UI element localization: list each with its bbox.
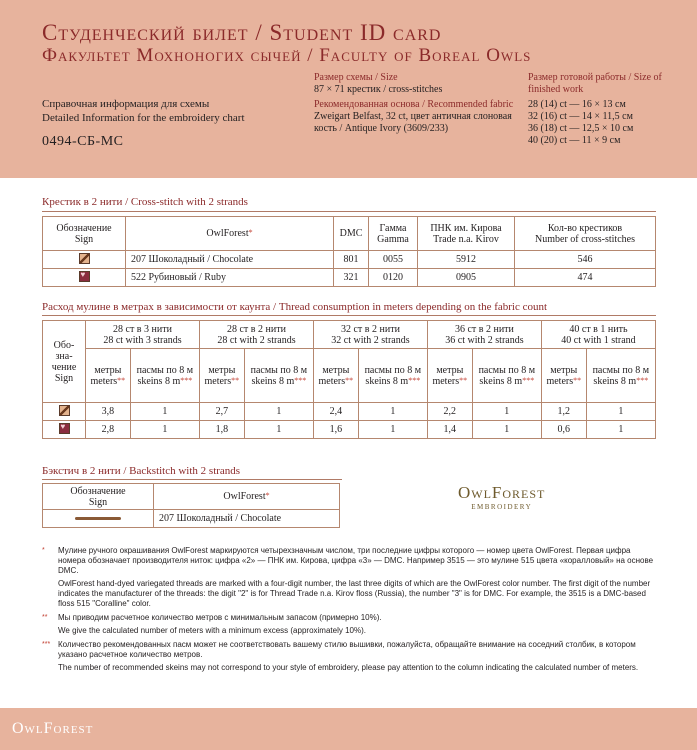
reference-en: Detailed Information for the embroidery chart <box>42 112 245 124</box>
color-name: 207 Шоколадный / Chocolate <box>154 510 340 528</box>
backstitch-table <box>42 483 340 528</box>
finished-label: Размер готовой работы / Size of finished work <box>528 72 662 95</box>
pnk-value: 5912 <box>418 251 515 269</box>
backstitch-line-icon <box>75 517 121 520</box>
sign-cell <box>43 421 86 439</box>
reference-info <box>42 97 245 125</box>
size-label: Размер схемы / Size <box>314 72 398 83</box>
skeins-header: пасмы по 8 м skeins 8 m*** <box>586 349 655 403</box>
fabric-label: Рекомендованная основа / Recommended fabric <box>314 99 514 110</box>
finished-size-1: 32 (16) ct — 14 × 11,5 см <box>528 111 633 122</box>
size-fabric-column <box>314 72 514 135</box>
finished-size-column <box>528 72 693 147</box>
header-band <box>0 0 697 178</box>
header-sign: Обо- зна- чение Sign <box>43 321 86 403</box>
meters-value: 3,8 <box>86 403 131 421</box>
meters-header: метры meters** <box>427 349 472 403</box>
finished-size-2: 36 (18) ct — 12,5 × 10 см <box>528 123 634 134</box>
meters-value: 1,2 <box>541 403 586 421</box>
meters-value: 1,6 <box>313 421 358 439</box>
header-pnk: ПНК им. Кирова Trade n.a. Kirov <box>418 217 515 251</box>
meters-value: 2,2 <box>427 403 472 421</box>
meters-value: 0,6 <box>541 421 586 439</box>
chocolate-symbol-icon <box>59 405 70 416</box>
section-divider <box>42 479 342 480</box>
meters-value: 2,4 <box>313 403 358 421</box>
skeins-value: 1 <box>130 403 199 421</box>
count-value: 474 <box>515 269 656 287</box>
count-value: 546 <box>515 251 656 269</box>
meters-value: 1,8 <box>199 421 244 439</box>
logo-name: OwlForest <box>458 483 546 502</box>
title-line-2: Факультет Мохноногих сычей / Faculty of Boreal Owls <box>42 45 532 66</box>
footnote-3 <box>42 640 656 673</box>
reference-ru: Справочная информация для схемы <box>42 98 210 110</box>
meters-header: метры meters** <box>541 349 586 403</box>
gamma-value: 0120 <box>369 269 418 287</box>
consumption-section-title: Расход мулине в метрах в зависимости от каунта / Thread consumption in meters depending on the fabric count <box>42 301 548 313</box>
chart-code: 0494-СБ-МС <box>42 134 124 149</box>
table-header-row <box>43 217 656 251</box>
backstitch-section-title: Бэкстич в 2 нити / Backstitch with 2 strands <box>42 465 241 477</box>
table-header-row <box>43 484 340 510</box>
owlforest-logo <box>458 483 545 511</box>
footnote-marker: * <box>42 547 45 554</box>
skeins-value: 1 <box>130 421 199 439</box>
footnotes <box>42 546 656 677</box>
fabric-value: Zweigart Belfast, 32 ct, цвет античная слоновая кость / Antique Ivory (3609/233) <box>314 111 512 134</box>
skeins-value: 1 <box>472 421 541 439</box>
footer-band <box>0 708 697 750</box>
header-dmc: DMC <box>334 217 369 251</box>
footnote-1 <box>42 546 656 609</box>
header-sign: Обозначение Sign <box>43 484 154 510</box>
color-name: 522 Рубиновый / Ruby <box>126 269 334 287</box>
group-header: 40 ст в 1 нить 40 ct with 1 strand <box>541 321 655 349</box>
skeins-value: 1 <box>586 403 655 421</box>
dmc-value: 801 <box>334 251 369 269</box>
table-row <box>43 421 656 439</box>
meters-header: метры meters** <box>313 349 358 403</box>
footnote-1-en: OwlForest hand-dyed variegated threads are marked with a four-digit number, the last three digits of which are the OwlForest color number. The first digit of the number indicates the manufacturer of the threads: the digit "2" is for Thread Trade n.a. Kirov floss (Russia), the number "3" is for DMC. For example, the 3515 is a DMC-based floss 515 "Coralline" color. <box>58 579 651 608</box>
footnote-3-ru: Количество рекомендованных пасм может не соответствовать вашему стилю вышивки, пожалуйста, обращайте внимание на соседний столбик, в котором указано расчетное количество метров. <box>58 640 636 659</box>
group-header: 28 ст в 2 нити 28 ct with 2 strands <box>199 321 313 349</box>
footnote-3-en: The number of recommended skeins may not correspond to your style of embroidery, please pay attention to the column indicating the calculated number of meters. <box>58 663 639 672</box>
logo-subtitle: EMBROIDERY <box>471 503 533 511</box>
header-count: Кол-во крестиков Number of cross-stitches <box>515 217 656 251</box>
color-name: 207 Шоколадный / Chocolate <box>126 251 334 269</box>
dmc-value: 321 <box>334 269 369 287</box>
sign-cell <box>43 510 154 528</box>
table-subheader-row <box>43 349 656 403</box>
header-gamma: Гамма Gamma <box>369 217 418 251</box>
cross-stitch-table <box>42 216 656 287</box>
sign-cell <box>43 251 126 269</box>
gamma-value: 0055 <box>369 251 418 269</box>
pnk-value: 0905 <box>418 269 515 287</box>
ruby-symbol-icon <box>79 271 90 282</box>
table-row <box>43 251 656 269</box>
footnote-1-ru: Мулине ручного окрашивания OwlForest маркируются четырехзначным числом, три последние цифры которого — номер цвета OwlForest. Первая цифра номера обозначает производителя ниток: цифра «2» — ПНК им. Кирова, цифра «3» — DMC. Например 3515 — это мулине 515 цвета «коралловый» на основе DMC. <box>58 546 654 575</box>
table-header-row <box>43 321 656 349</box>
header-sign: Обозначение Sign <box>43 217 126 251</box>
group-header: 32 ст в 2 нити 32 ct with 2 strands <box>313 321 427 349</box>
footnote-2 <box>42 613 656 636</box>
cross-section-title: Крестик в 2 нити / Cross-stitch with 2 strands <box>42 196 248 208</box>
finished-size-3: 40 (20) ct — 11 × 9 см <box>528 135 621 146</box>
skeins-value: 1 <box>358 403 427 421</box>
meters-value: 2,8 <box>86 421 131 439</box>
sign-cell <box>43 403 86 421</box>
finished-size-0: 28 (14) ct — 16 × 13 см <box>528 99 626 110</box>
table-row <box>43 510 340 528</box>
footnote-2-ru: Мы приводим расчетное количество метров с минимальным запасом (примерно 10%). <box>58 613 382 622</box>
group-header: 36 ст в 2 нити 36 ct with 2 strands <box>427 321 541 349</box>
table-row <box>43 403 656 421</box>
section-divider <box>42 315 656 316</box>
skeins-header: пасмы по 8 м skeins 8 m*** <box>244 349 313 403</box>
meters-header: метры meters** <box>86 349 131 403</box>
skeins-value: 1 <box>472 403 541 421</box>
size-value: 87 × 71 крестик / cross-stitches <box>314 84 443 95</box>
skeins-value: 1 <box>244 403 313 421</box>
chocolate-symbol-icon <box>79 253 90 264</box>
group-header: 28 ст в 3 нити 28 ct with 3 strands <box>86 321 200 349</box>
table-row <box>43 269 656 287</box>
sign-cell <box>43 269 126 287</box>
header-owlforest: OwlForest* <box>126 217 334 251</box>
footnote-2-en: We give the calculated number of meters with a minimum excess (approximately 10%). <box>58 626 366 635</box>
meters-header: метры meters** <box>199 349 244 403</box>
footnote-marker: ** <box>42 614 48 621</box>
meters-value: 2,7 <box>199 403 244 421</box>
skeins-header: пасмы по 8 м skeins 8 m*** <box>472 349 541 403</box>
skeins-value: 1 <box>244 421 313 439</box>
meters-value: 1,4 <box>427 421 472 439</box>
skeins-header: пасмы по 8 м skeins 8 m*** <box>130 349 199 403</box>
section-divider <box>42 211 656 212</box>
header-owlforest: OwlForest* <box>154 484 340 510</box>
consumption-table <box>42 320 656 439</box>
skeins-header: пасмы по 8 м skeins 8 m*** <box>358 349 427 403</box>
skeins-value: 1 <box>358 421 427 439</box>
skeins-value: 1 <box>586 421 655 439</box>
ruby-symbol-icon <box>59 423 70 434</box>
title-line-1: Студенческий билет / Student ID card <box>42 20 442 45</box>
footer-logo: OwlForest <box>12 720 94 737</box>
footnote-marker: *** <box>42 641 51 648</box>
